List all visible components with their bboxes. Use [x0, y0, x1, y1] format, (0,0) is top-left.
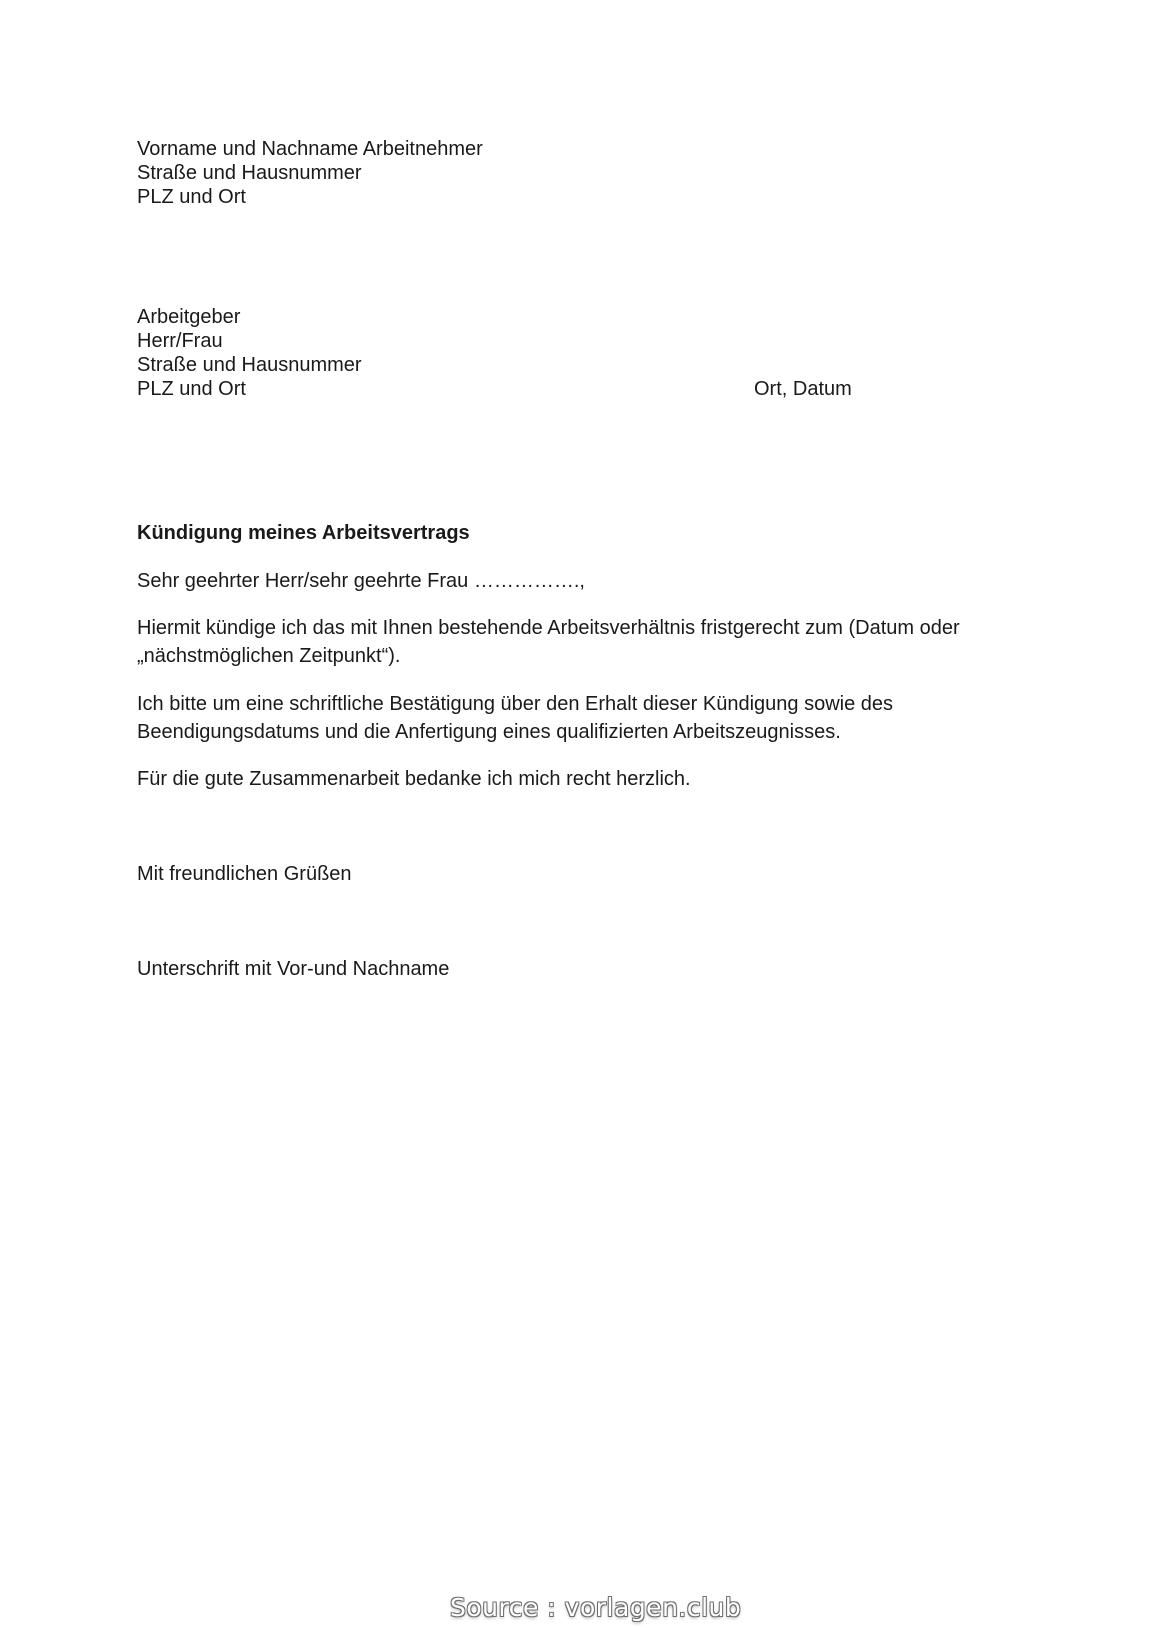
- sender-street-line: Straße und Hausnummer: [137, 162, 362, 184]
- paragraph-line: „nächstmöglichen Zeitpunkt“).: [137, 645, 401, 667]
- recipient-address: [137, 305, 362, 401]
- recipient-city-line: PLZ und Ort: [137, 378, 246, 400]
- sender-address: [137, 137, 483, 209]
- sender-name-line: Vorname und Nachname Arbeitnehmer: [137, 138, 483, 160]
- paragraph-line: Für die gute Zusammenarbeit bedanke ich mich recht herzlich.: [137, 768, 691, 790]
- body-paragraph-confirmation-request: [137, 690, 1037, 746]
- salutation: Sehr geehrter Herr/sehr geehrte Frau …………….,: [137, 570, 585, 592]
- paragraph-line: Ich bitte um eine schriftliche Bestätigung über den Erhalt dieser Kündigung sowie des: [137, 693, 894, 715]
- recipient-employer-line: Arbeitgeber: [137, 306, 241, 328]
- closing-phrase: Mit freundlichen Grüßen: [137, 863, 352, 885]
- body-paragraph-thanks: [137, 765, 1037, 793]
- source-watermark: Source : vorlagen.club: [450, 1593, 742, 1622]
- place-date: Ort, Datum: [754, 378, 852, 400]
- paragraph-line: Beendigungsdatums und die Anfertigung eines qualifizierten Arbeitszeugnisses.: [137, 721, 841, 743]
- signature-placeholder: Unterschrift mit Vor-und Nachname: [137, 958, 450, 980]
- subject-line: Kündigung meines Arbeitsvertrags: [137, 522, 470, 544]
- recipient-salutation-line: Herr/Frau: [137, 330, 223, 352]
- paragraph-line: Hiermit kündige ich das mit Ihnen bestehende Arbeitsverhältnis fristgerecht zum (Datum oder: [137, 617, 960, 639]
- body-paragraph-termination: [137, 614, 1037, 670]
- recipient-street-line: Straße und Hausnummer: [137, 354, 362, 376]
- sender-city-line: PLZ und Ort: [137, 186, 246, 208]
